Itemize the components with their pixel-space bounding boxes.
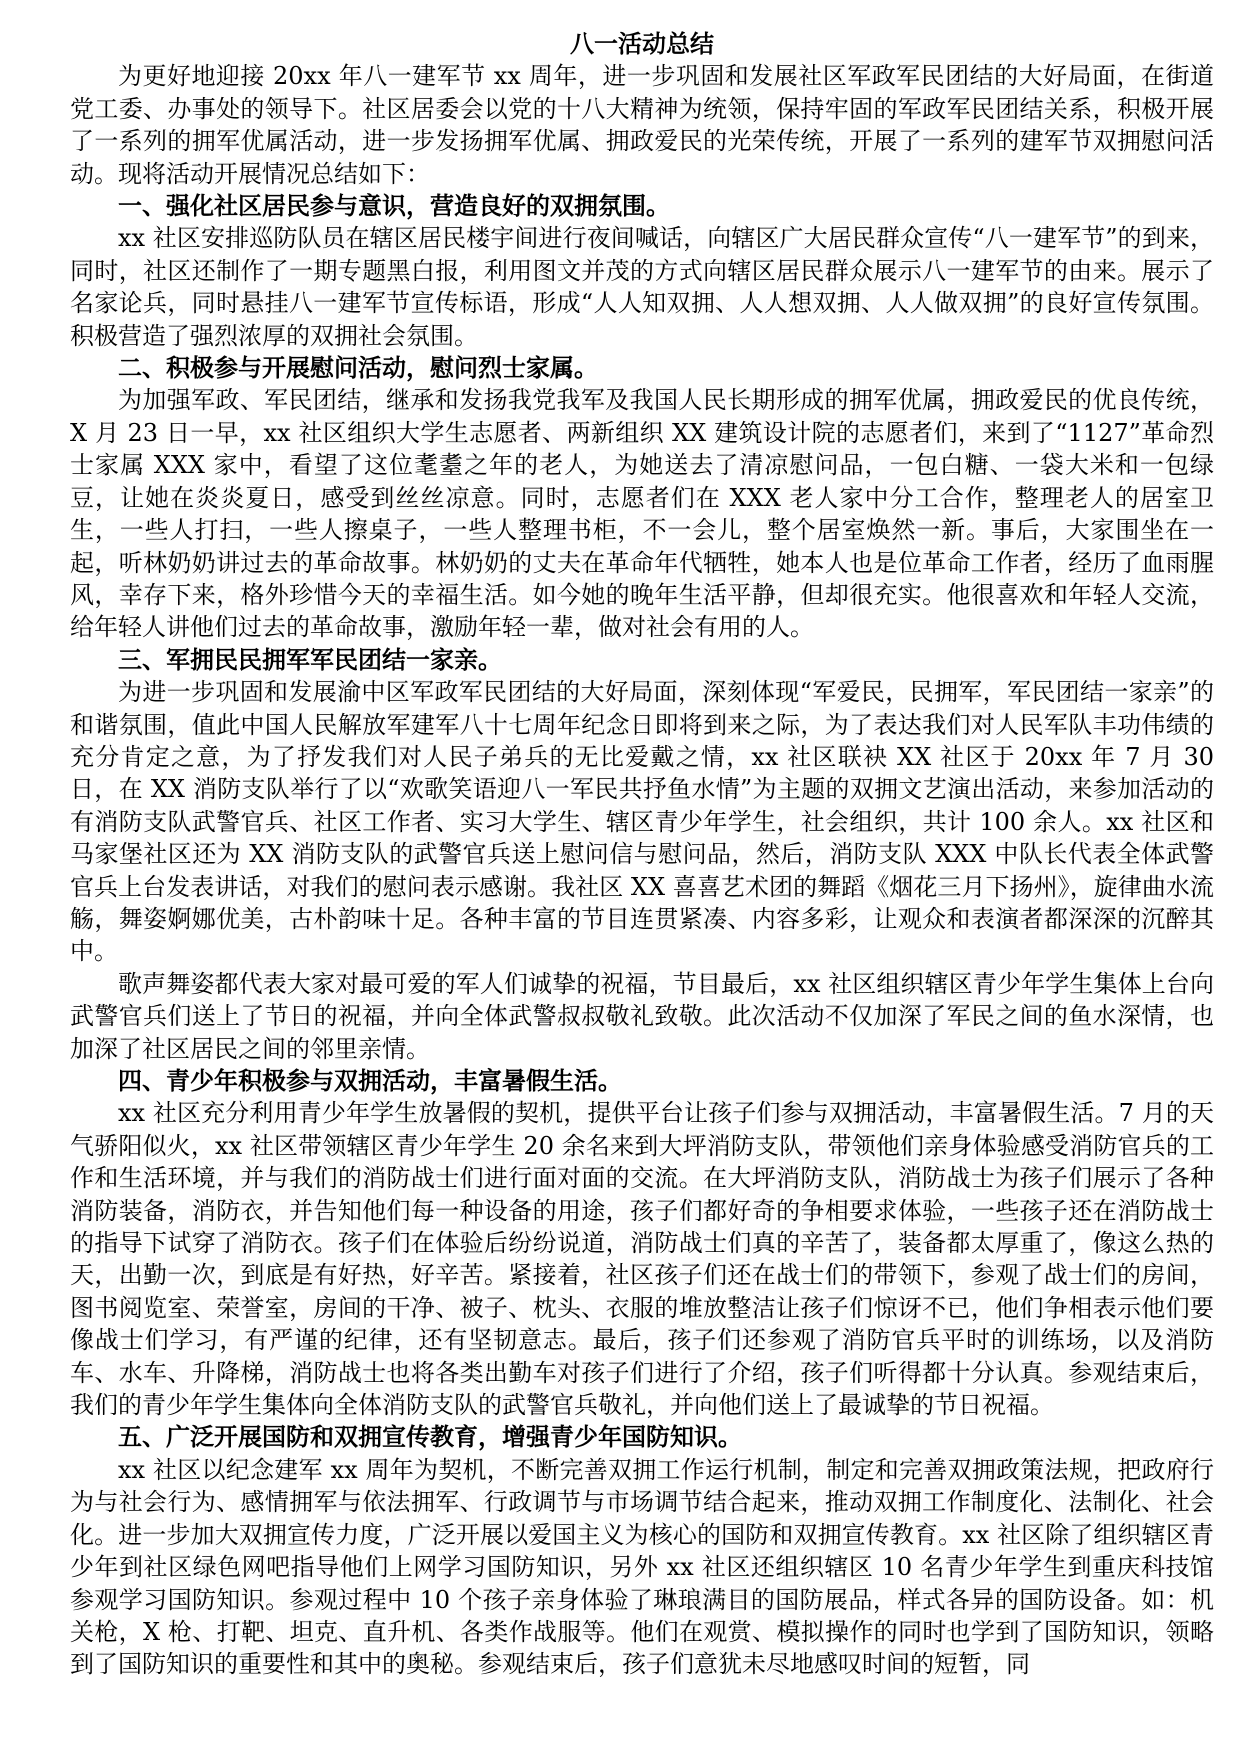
paragraph: xx 社区充分利用青少年学生放暑假的契机，提供平台让孩子们参与双拥活动，丰富暑假生活。7 月的天气骄阳似火，xx 社区带领辖区青少年学生 20 余名来到大坪消防支队，带领他们亲身体验感受消防官兵的工作和生活环境，并与我们的消防战士们进行面对面的交流。在大坪消防支队，消防战士为孩子们展示了各种消防装备，消防衣，并告知他们每一种设备的用途，孩子们都好奇的争相要求体验，一些孩子还在消防战士的指导下试穿了消防衣。孩子们在体验后纷纷说道，消防战士们真的辛苦了，装备都太厚重了，像这么热的天，出勤一次，到底是有好热，好辛苦。紧接着，社区孩子们还在战士们的带领下，参观了战士们的房间，图书阅览室、荣誉室，房间的干净、被子、枕头、衣服的堆放整洁让孩子们惊讶不已，他们争相表示他们要像战士们学习，有严谨的纪律，还有坚韧意志。最后，孩子们还参观了消防官兵平时的训练场，以及消防车、水车、升降梯，消防战士也将各类出勤车对孩子们进行了介绍，孩子们听得都十分认真。参观结束后，我们的青少年学生集体向全体消防支队的武警官兵敬礼，并向他们送上了最诚挚的节日祝福。 <box>70 1099 1214 1420</box>
paragraph: xx 社区安排巡防队员在辖区居民楼宇间进行夜间喊话，向辖区广大居民群众宣传“八一建军节”的到来，同时，社区还制作了一期专题黑白报，利用图文并茂的方式向辖区居民群众展示八一建军节的由来。展示了名家论兵，同时悬挂八一建军节宣传标语，形成“人人知双拥、人人想双拥、人人做双拥”的良好宣传氛围。积极营造了强烈浓厚的双拥社会氛围。 <box>70 224 1214 350</box>
section-3 <box>70 644 1214 1065</box>
section-heading: 四、青少年积极参与双拥活动，丰富暑假生活。 <box>118 1066 622 1095</box>
section-2 <box>70 352 1214 644</box>
paragraph: 歌声舞姿都代表大家对最可爱的军人们诚挚的祝福，节目最后，xx 社区组织辖区青少年学生集体上台向武警官兵们送上了节日的祝福，并向全体武警叔叔敬礼致敬。此次活动不仅加深了军民之间的鱼水深情，也加深了社区居民之间的邻里亲情。 <box>70 969 1214 1063</box>
section-heading: 五、广泛开展国防和双拥宣传教育，增强青少年国防知识。 <box>118 1422 742 1452</box>
section-4 <box>70 1065 1214 1421</box>
section-1 <box>70 190 1214 352</box>
document-title: 八一活动总结 <box>570 29 714 58</box>
section-heading: 二、积极参与开展慰问活动，慰问烈士家属。 <box>118 353 598 383</box>
section-heading: 一、强化社区居民参与意识，营造良好的双拥氛围。 <box>118 191 670 221</box>
intro-paragraph: 为更好地迎接 20xx 年八一建军节 xx 周年，进一步巩固和发展社区军政军民团结的大好局面，在街道党工委、办事处的领导下。社区居委会以党的十八大精神为统领，保持牢固的军政军民团结关系，积极开展了一系列的拥军优属活动，进一步发扬拥军优属、拥政爱民的光荣传统，开展了一系列的建军节双拥慰问活动。现将活动开展情况总结如下： <box>70 62 1214 188</box>
paragraph: 为加强军政、军民团结，继承和发扬我党我军及我国人民长期形成的拥军优属，拥政爱民的优良传统，X 月 23 日一早，xx 社区组织大学生志愿者、两新组织 XX 建筑设计院的志愿者们，来到了“1127”革命烈士家属 XXX 家中，看望了这位耄耋之年的老人，为她送去了清凉慰问品，一包白糖、一袋大米和一包绿豆，让她在炎炎夏日，感受到丝丝凉意。同时，志愿者们在 XXX 老人家中分工合作，整理老人的居室卫生，一些人打扫，一些人擦桌子，一些人整理书柜，不一会儿，整个居室焕然一新。事后，大家围坐在一起，听林奶奶讲过去的革命故事。林奶奶的丈夫在革命年代牺牲，她本人也是位革命工作者，经历了血雨腥风，幸存下来，格外珍惜今天的幸福生活。如今她的晚年生活平静，但却很充实。他很喜欢和年轻人交流，给年轻人讲他们过去的革命故事，激励年轻一辈，做对社会有用的人。 <box>70 386 1214 642</box>
paragraph: 为进一步巩固和发展渝中区军政军民团结的大好局面，深刻体现“军爱民，民拥军，军民团结一家亲”的和谐氛围，值此中国人民解放军建军八十七周年纪念日即将到来之际，为了表达我们对人民军队丰功伟绩的充分肯定之意，为了抒发我们对人民子弟兵的无比爱戴之情，xx 社区联袂 XX 社区于 20xx 年 7 月 30 日，在 XX 消防支队举行了以“欢歌笑语迎八一军民共抒鱼水情”为主题的双拥文艺演出活动，来参加活动的有消防支队武警官兵、社区工作者、实习大学生、辖区青少年学生，社会组织，共计 100 余人。xx 社区和马家堡社区还为 XX 消防支队的武警官兵送上慰问信与慰问品，然后，消防支队 XXX 中队长代表全体武警官兵上台发表讲话，对我们的慰问表示感谢。我社区 XX 喜喜艺术团的舞蹈《烟花三月下扬州》，旋律曲水流觞，舞姿婀娜优美，古朴韵味十足。各种丰富的节目连贯紧凑、内容多彩，让观众和表演者都深深的沉醉其中。 <box>70 678 1214 966</box>
paragraph: xx 社区以纪念建军 xx 周年为契机，不断完善双拥工作运行机制，制定和完善双拥政策法规，把政府行为与社会行为、感情拥军与依法拥军、行政调节与市场调节结合起来，推动双拥工作制度化、法制化、社会化。进一步加大双拥宣传力度，广泛开展以爱国主义为核心的国防和双拥宣传教育。xx 社区除了组织辖区青少年到社区绿色网吧指导他们上网学习国防知识，另外 xx 社区还组织辖区 10 名青少年学生到重庆科技馆参观学习国防知识。参观过程中 10 个孩子亲身体验了琳琅满目的国防展品，样式各异的国防设备。如：机关枪，X 枪、打靶、坦克、直升机、各类作战服等。他们在观赏、模拟操作的同时也学到了国防知识，领略到了国防知识的重要性和其中的奥秘。参观结束后，孩子们意犹未尽地感叹时间的短暂，同 <box>70 1455 1214 1679</box>
section-5 <box>70 1421 1214 1680</box>
section-heading: 三、军拥民民拥军军民团结一家亲。 <box>118 644 502 674</box>
